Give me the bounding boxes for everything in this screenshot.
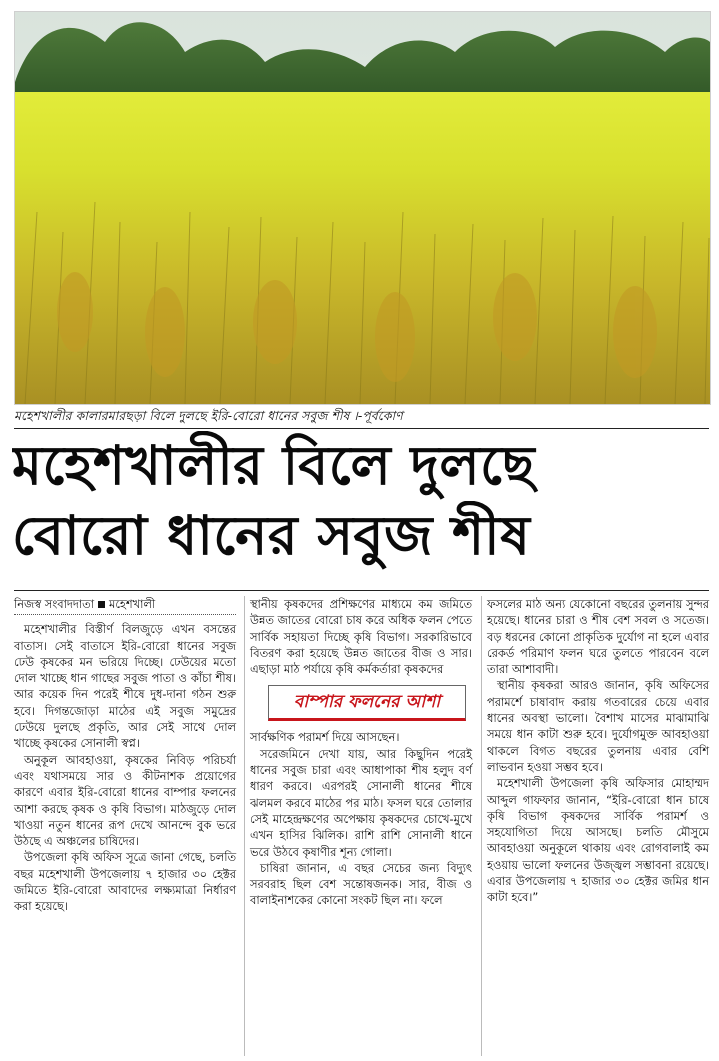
- dotted-divider: [14, 614, 236, 615]
- divider: [14, 428, 709, 429]
- article-column-1: [14, 596, 236, 915]
- square-bullet-icon: [98, 601, 105, 608]
- byline-reporter: নিজস্ব সংবাদদাতা: [14, 597, 94, 611]
- paragraph: স্থানীয় কৃষকরা আরও জানান, কৃষি অফিসের পরামর্শে চাষাবাদ করায় গতবারের চেয়ে এবার ধানের অবস্থা ভালো। বৈশাখ মাসের মাঝামাঝি সময়ে ধান কাটা শুরু হবে। দুর্যোগমুক্ত আবহাওয়া থাকলে বিগত বছরের তুলনায় এবার বেশি লাভবান হওয়া সম্ভব হবে।: [487, 678, 709, 774]
- headline-line-1: মহেশখালীর বিলে দুলছে: [12, 434, 536, 497]
- divider: [14, 590, 709, 591]
- paragraph: স্থানীয় কৃষকদের প্রশিক্ষণের মাধ্যমে কম জমিতে উন্নত জাতের বোরো চাষ করে অধিক ফলন পেতে সার্বিক সহায়তা দিচ্ছে কৃষি বিভাগ। সরকারিভাবে বিতরণ করা হয়েছে উন্নত জাতের বীজ ও সার। এছাড়া মাঠ পর্যায়ে কৃষি কর্মকর্তারা কৃষকদের: [250, 597, 472, 677]
- paragraph: ফসলের মাঠ অন্য যেকোনো বছরের তুলনায় সুন্দর হয়েছে। ধানের চারা ও শীষ বেশ সবল ও সতেজ। বড় ধরনের কোনো প্রাকৃতিক দুর্যোগ না হলে এবার রেকর্ড পরিমাণ ফলন ঘরে তুলতে পারবেন বলে তারা আশাবাদী।: [487, 597, 709, 677]
- paragraph: মহেশখালী উপজেলা কৃষি অফিসার মোহাম্মদ আব্দুল গাফফার জানান, “ইরি-বোরো ধান চাষে কৃষি বিভাগ কৃষকদের সার্বিক পরামর্শ ও সহযোগিতা দিয়ে আসছে। চলতি মৌসুমে আবহাওয়া অনুকূলে থাকায় এবং রোগবালাই কম হওয়ায় ভালো ফলনের উজ্জ্বল সম্ভাবনা রয়েছে। এবার উপজেলায় ৭ হাজার ৩০ হেক্টর জমির ধান কাটা হবে।”: [487, 776, 709, 905]
- paragraph: অনুকূল আবহাওয়া, কৃষকের নিবিড় পরিচর্যা এবং যথাসময়ে সার ও কীটনাশক প্রয়োগের কারণে এবার ইরি-বোরো ধানের বাম্পার ফলনের আশা করছে কৃষক ও কৃষি বিভাগ। মাঠজুড়ে দোল খাওয়া নতুন ধানের রূপ দেখে আনন্দে বুক ভরে উঠছে এ অঞ্চলের চাষিদের।: [14, 752, 236, 849]
- subheading: বাম্পার ফলনের আশা: [268, 685, 466, 721]
- headline: [12, 431, 712, 571]
- byline: [14, 596, 236, 612]
- article-column-3: [487, 596, 709, 906]
- paragraph: সার্বক্ষণিক পরামর্শ দিয়ে আসছেন।: [250, 730, 400, 745]
- paragraph: মহেশখালীর বিস্তীর্ণ বিলজুড়ে এখন বসন্তের বাতাস। সেই বাতাসে ইরি-বোরো ধানের সবুজ ঢেউ কৃষকের মন ভরিয়ে দিচ্ছে। ঢেউয়ের মতো দোল খাচ্ছে ধান গাছের সবুজ পাতা ও কাঁচা শীষ। আর কয়েক দিন পরেই শীষে দুধ-দানা গঠন শুরু হবে। দিগন্তজোড়া মাঠের এই সবুজ সমুদ্রের ঢেউয়ে দুলছে প্রকৃতি, আর সেই সাথে দোল খাচ্ছে কৃষকের সোনালী স্বপ্ন।: [14, 622, 236, 751]
- headline-line-2: বোরো ধানের সবুজ শীষ: [12, 504, 531, 567]
- column-divider: [244, 596, 245, 1056]
- paragraph: উপজেলা কৃষি অফিস সূত্রে জানা গেছে, চলতি বছর মহেশখালী উপজেলায় ৭ হাজার ৩০ হেক্টর জমিতে ইরি-বোরো আবাদের লক্ষ্যমাত্রা নির্ধারণ করা হয়েছে।: [14, 850, 236, 914]
- paragraph: চাষিরা জানান, এ বছর সেচের জন্য বিদ্যুৎ সরবরাহ ছিল বেশ সন্তোষজনক। সার, বীজ ও বালাইনাশকের কোনো সংকট ছিল না। ফলে: [250, 860, 472, 908]
- article-column-2: [250, 596, 472, 909]
- byline-location: মহেশখালী: [109, 597, 156, 611]
- rice-field-photo: [14, 11, 711, 405]
- photo-caption: মহেশখালীর কালারমারছড়া বিলে দুলছে ইরি-বোরো ধানের সবুজ শীষ ।-পূর্বকোণ: [14, 408, 403, 423]
- paragraph: সরেজমিনে দেখা যায়, আর কিছুদিন পরেই ধানের সবুজ চারা এবং আধাপাকা শীষ হলুদ বর্ণ ধারণ করবে। এরপরই সোনালী ধানের শীষে ঝলমল করবে মাঠের পর মাঠ। ফসল ঘরে তোলার সেই মাহেন্দ্রক্ষণের অপেক্ষায় কৃষকদের চোখে-মুখে এখন হাসির ঝিলিক। রাশি রাশি সোনালী ধানে ভরে উঠবে কৃষাণীর শূন্য গোলা।: [250, 746, 472, 859]
- column-divider: [481, 596, 482, 1056]
